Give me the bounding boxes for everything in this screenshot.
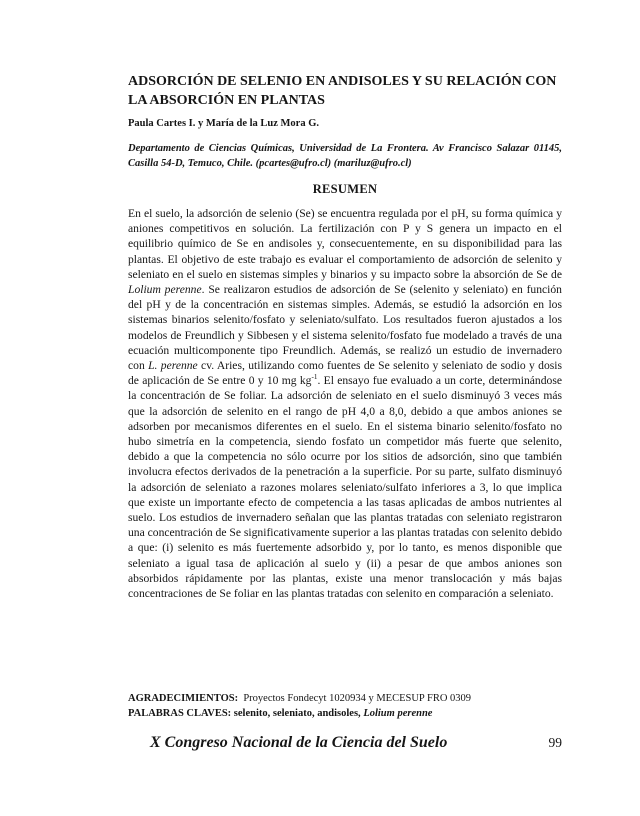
paper-title: ADSORCIÓN DE SELENIO EN ANDISOLES Y SU RELACIÓN CON LA ABSORCIÓN EN PLANTAS [128,74,557,108]
abstract-paragraph: En el suelo, la adsorción de selenio (Se) se encuentra regulada por el pH, su forma química y aniones competitivos en solución. La fertilización con P y S genera un impacto en el equilibrio químico de Se en andisoles y, consecuentemente, en su disponibilidad para las plantas. El objetivo de este trabajo es evaluar el comportamiento de adsorción de selenito y seleniato en el suelo en sistemas simples y binarios y su impacto sobre la absorción de Se de Lolium perenne. Se realizaron estudios de adsorción de Se (selenito y seleniato) en función del pH y de la concentración en sistemas simples. Además, se estudió la adsorción en los sistemas binarios selenito/fosfato y seleniato/sulfato. Los resultados fueron ajustados a los modelos de Freundlich y Sibbesen y el sistema selenito/fosfato fue modelado a través de una ecuación multicomponente tipo Freundlich. Además, se realizó un estudio de invernadero con L. perenne cv. Aries, utilizando como fuentes de Se selenito y seleniato de sodio y dosis de aplicación de Se entre 0 y 10 mg $kg^{-1}$. El ensayo fue evaluado a un corte, determinándose la concentración de Se foliar. La adsorción de seleniato en el suelo disminuyó 3 veces más que la adsorción de selenito en el rango de pH 4,0 a 8,0, debido a que ambos aniones se adsorben por mecanismos diferentes en el suelo. En el sistema binario selenito/fosfato no hubo simetría en la competencia, siendo fosfato un competidor más fuerte que selenito, debido a que la competencia no sólo ocurre por los sitios de adsorción, sino que también involucra efectos derivados de la penetración a la superficie. Por su parte, sulfato disminuyó la adsorción de seleniato a razones molares seleniato/sulfato inferiores a 3, lo que implica que existe un importante efecto de competencia a las tasas aplicadas de ambos nutrientes al suelo. Los estudios de invernadero señalan que las plantas tratadas con seleniato registraron una concentración de Se significativamente superior a las plantas tratadas con selenito debido a que: (i) selenito es más fuertemente adsorbido y, por lo tanto, es menos disponible que seleniato a igual tasa de aplicación al suelo y (ii) a pesar de que ambos aniones son absorbidos rápidamente por las plantas, existe una menor translocación y más bajas concentraciones de Se foliar en las plantas tratadas con selenito en comparación a seleniato. [128,207,562,601]
authors-line: Paula Cartes I. y María de la Luz Mora G. [128,118,320,129]
page-number: 99 [548,735,562,750]
section-heading-resumen: RESUMEN [312,182,378,196]
page-footer [128,734,562,752]
acknowledgements-line: AGRADECIMIENTOS: Proyectos Fondecyt 1020934 y MECESUP FRO 0309 [128,693,472,704]
keywords-line: PALABRAS CLAVES: selenito, seleniato, andisoles, Lolium perenne [128,708,433,720]
backmatter [128,691,562,721]
affiliation: Departamento de Ciencias Químicas, Universidad de La Frontera. Av Francisco Salazar 01145, Casilla 54-D, Temuco, Chile. (pcartes@ufro.cl) (mariluz@ufro.cl) [128,143,562,169]
conference-title: X Congreso Nacional de la Ciencia del Suelo [150,734,448,751]
